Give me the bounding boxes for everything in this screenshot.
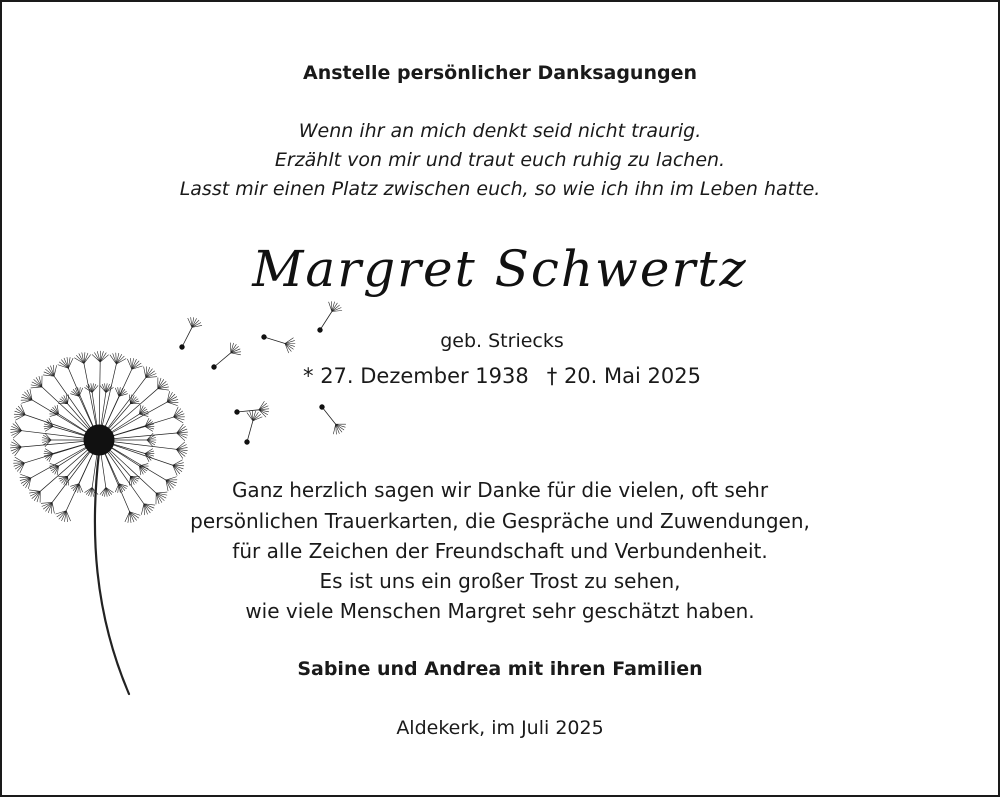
life-dates xyxy=(2,364,1000,388)
birth-date: * 27. Dezember 1938 xyxy=(303,364,529,388)
deceased-name: Margret Schwertz xyxy=(252,240,748,298)
death-date: † 20. Mai 2025 xyxy=(546,364,701,388)
message-line-1: Ganz herzlich sagen wir Danke für die vielen, oft sehr xyxy=(231,478,769,502)
poem-line-1: Wenn ihr an mich denkt seid nicht traurig. xyxy=(298,120,702,142)
poem-line-3: Lasst mir einen Platz zwischen euch, so wie ich ihn im Leben hatte. xyxy=(179,178,821,200)
message-line-3: für alle Zeichen der Freundschaft und Verbundenheit. xyxy=(232,539,768,563)
family-signature: Sabine und Andrea mit ihren Familien xyxy=(297,658,703,680)
born-name: geb. Striecks xyxy=(440,330,564,352)
message-line-2: persönlichen Trauerkarten, die Gespräche und Zuwendungen, xyxy=(190,509,810,533)
heading: Anstelle persönlicher Danksagungen xyxy=(302,62,698,84)
place-date: Aldekerk, im Juli 2025 xyxy=(396,717,604,739)
dandelion-icon xyxy=(2,2,362,702)
poem-line-2: Erzählt von mir und traut euch ruhig zu lachen. xyxy=(274,149,726,171)
message-line-4: Es ist uns ein großer Trost zu sehen, xyxy=(319,569,681,593)
message-line-5: wie viele Menschen Margret sehr geschätzt haben. xyxy=(245,599,755,623)
